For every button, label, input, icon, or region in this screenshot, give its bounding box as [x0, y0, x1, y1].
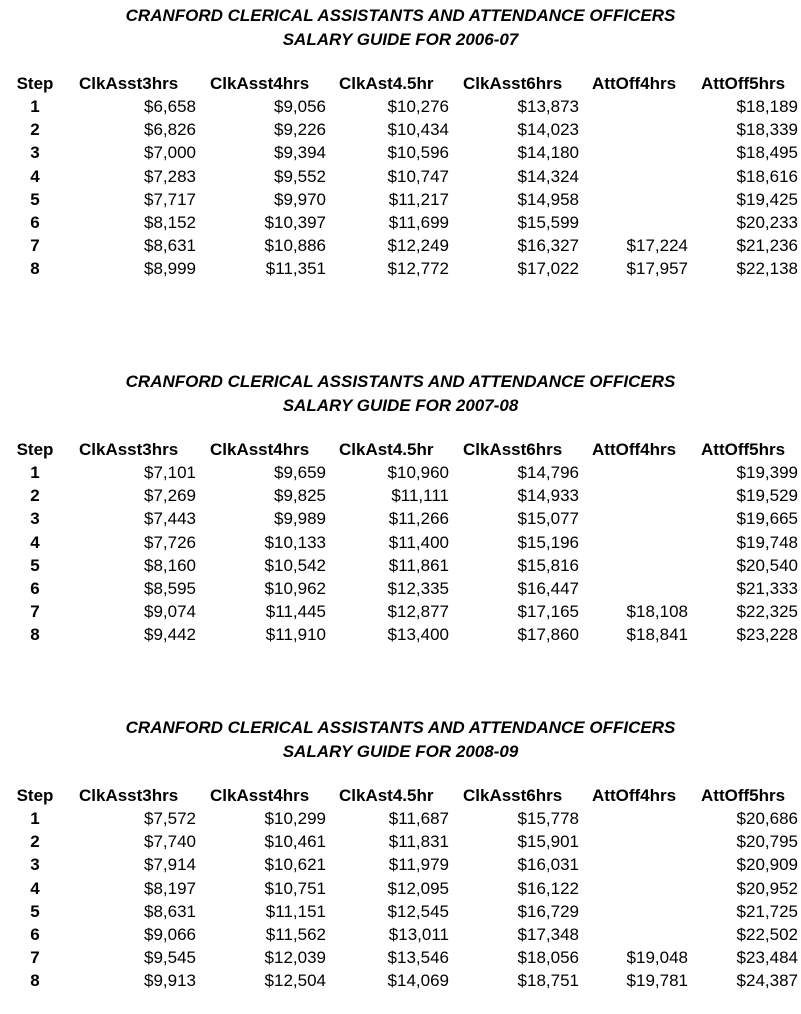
- cell-clkasst3hrs: $9,442: [144, 625, 196, 645]
- cell-step: 8: [30, 625, 40, 645]
- cell-clkast4-5hr: $12,249: [387, 236, 449, 256]
- cell-clkasst3hrs: $8,631: [144, 236, 196, 256]
- header-clkasst4hrs: ClkAsst4hrs: [210, 74, 310, 93]
- cell-clkasst4hrs: $10,397: [264, 213, 326, 232]
- guide-subtitle: SALARY GUIDE FOR 2006-07: [282, 30, 519, 49]
- cell-clkasst6hrs: $16,122: [517, 878, 579, 898]
- cell-step: 8: [30, 259, 40, 279]
- cell-step: 1: [30, 97, 40, 116]
- cell-step: 6: [30, 213, 40, 232]
- table-row: [0, 807, 801, 830]
- cell-clkast4-5hr: $14,069: [387, 971, 449, 991]
- cell-step: 2: [30, 832, 40, 852]
- table-row: [0, 484, 801, 507]
- cell-clkast4-5hr: $12,877: [387, 602, 449, 622]
- cell-clkasst4hrs: $10,751: [264, 878, 326, 898]
- cell-clkasst4hrs: $10,886: [264, 236, 326, 256]
- table-row: [0, 554, 801, 577]
- table-row: [0, 946, 801, 969]
- cell-step: 1: [30, 809, 40, 828]
- header-step: Step: [16, 786, 54, 805]
- cell-clkast4-5hr: $11,217: [388, 189, 449, 209]
- cell-clkasst4hrs: $11,562: [265, 925, 326, 944]
- cell-step: 7: [30, 602, 40, 622]
- header-attoff4hrs: AttOff4hrs: [592, 440, 677, 459]
- cell-clkasst6hrs: $15,901: [517, 832, 579, 852]
- cell-clkast4-5hr: $13,400: [387, 625, 449, 645]
- header-step: Step: [16, 440, 54, 459]
- cell-attoff5hrs: $19,529: [736, 486, 798, 506]
- cell-clkasst4hrs: $10,542: [264, 555, 326, 575]
- cell-attoff5hrs: $21,236: [736, 236, 798, 256]
- cell-clkasst4hrs: $9,970: [274, 189, 326, 209]
- table-row: [0, 830, 801, 853]
- cell-clkasst6hrs: $16,447: [517, 579, 579, 598]
- cell-attoff5hrs: $20,686: [736, 809, 798, 828]
- cell-clkast4-5hr: $10,596: [387, 143, 449, 163]
- cell-clkasst6hrs: $18,056: [517, 948, 579, 968]
- table-row: [0, 257, 801, 280]
- cell-clkasst3hrs: $7,443: [144, 509, 196, 529]
- cell-clkasst3hrs: $7,000: [144, 143, 196, 163]
- cell-clkasst3hrs: $9,913: [144, 971, 196, 991]
- cell-clkasst6hrs: $15,077: [517, 509, 579, 529]
- cell-clkast4-5hr: $11,687: [388, 809, 449, 828]
- cell-clkasst3hrs: $8,152: [144, 213, 196, 232]
- guide-subtitle: SALARY GUIDE FOR 2007-08: [282, 396, 519, 415]
- table-header: [0, 438, 801, 461]
- cell-clkast4-5hr: $11,979: [388, 855, 449, 875]
- table-row: [0, 165, 801, 188]
- cell-clkasst6hrs: $15,599: [517, 213, 579, 232]
- header-clkast4-5hr: ClkAst4.5hr: [339, 786, 434, 805]
- header-clkasst6hrs: ClkAsst6hrs: [463, 74, 563, 93]
- cell-clkasst6hrs: $15,816: [517, 555, 579, 575]
- cell-clkasst6hrs: $14,324: [517, 166, 579, 186]
- cell-attoff5hrs: $19,665: [736, 509, 798, 529]
- cell-clkast4-5hr: $12,545: [387, 901, 449, 921]
- cell-clkasst6hrs: $16,729: [517, 901, 579, 921]
- cell-clkast4-5hr: $11,861: [388, 555, 449, 575]
- header-attoff4hrs: AttOff4hrs: [592, 786, 677, 805]
- cell-clkasst6hrs: $15,196: [517, 532, 579, 552]
- cell-clkasst3hrs: $6,658: [144, 97, 196, 116]
- cell-clkasst4hrs: $9,552: [274, 166, 326, 186]
- table-row: [0, 877, 801, 900]
- cell-clkasst3hrs: $9,074: [144, 602, 196, 622]
- guide-title: CRANFORD CLERICAL ASSISTANTS AND ATTENDANCE OFFICERS: [125, 718, 676, 737]
- cell-attoff5hrs: $22,138: [736, 259, 798, 279]
- cell-clkast4-5hr: $11,831: [388, 832, 449, 852]
- cell-clkasst4hrs: $10,621: [264, 855, 326, 875]
- cell-clkasst6hrs: $14,180: [517, 143, 579, 163]
- cell-attoff5hrs: $20,233: [736, 213, 798, 232]
- guide-subtitle: SALARY GUIDE FOR 2008-09: [282, 742, 519, 761]
- cell-clkast4-5hr: $11,111: [391, 486, 449, 506]
- cell-attoff5hrs: $18,189: [736, 97, 798, 116]
- cell-clkasst4hrs: $9,659: [274, 463, 326, 482]
- cell-clkasst6hrs: $16,327: [517, 236, 579, 256]
- cell-attoff5hrs: $23,484: [736, 948, 798, 968]
- cell-clkasst4hrs: $9,394: [274, 143, 326, 163]
- header-step: Step: [16, 74, 54, 93]
- cell-clkast4-5hr: $10,434: [387, 120, 449, 140]
- cell-clkasst6hrs: $14,933: [517, 486, 579, 506]
- cell-step: 7: [30, 948, 40, 968]
- cell-clkasst4hrs: $12,039: [264, 948, 326, 968]
- cell-attoff5hrs: $22,325: [736, 602, 798, 622]
- header-attoff5hrs: AttOff5hrs: [701, 786, 786, 805]
- header-clkasst3hrs: ClkAsst3hrs: [79, 786, 179, 805]
- cell-attoff5hrs: $20,952: [736, 878, 798, 898]
- table-row: [0, 141, 801, 164]
- cell-step: 5: [30, 189, 40, 209]
- header-clkast4-5hr: ClkAst4.5hr: [339, 74, 434, 93]
- cell-clkasst3hrs: $8,999: [144, 259, 196, 279]
- cell-clkasst6hrs: $14,958: [517, 189, 579, 209]
- cell-clkasst3hrs: $7,726: [144, 532, 196, 552]
- cell-clkasst4hrs: $9,989: [274, 509, 326, 529]
- table-row: [0, 969, 801, 992]
- cell-clkasst6hrs: $17,348: [517, 925, 579, 944]
- cell-attoff4hrs: $19,048: [626, 948, 688, 968]
- cell-clkasst6hrs: $13,873: [517, 97, 579, 116]
- cell-clkasst3hrs: $7,101: [144, 463, 196, 482]
- cell-attoff5hrs: $21,725: [736, 901, 798, 921]
- cell-attoff5hrs: $18,339: [736, 120, 798, 140]
- header-clkasst6hrs: ClkAsst6hrs: [463, 786, 563, 805]
- cell-clkasst3hrs: $7,740: [144, 832, 196, 852]
- cell-step: 6: [30, 579, 40, 598]
- cell-clkasst3hrs: $9,545: [144, 948, 196, 968]
- cell-clkast4-5hr: $12,335: [387, 579, 449, 598]
- cell-attoff5hrs: $22,502: [736, 925, 798, 944]
- cell-clkasst6hrs: $14,796: [517, 463, 579, 482]
- cell-step: 7: [30, 236, 40, 256]
- cell-attoff5hrs: $24,387: [736, 971, 798, 991]
- cell-clkast4-5hr: $13,546: [387, 948, 449, 968]
- cell-clkasst3hrs: $7,717: [144, 189, 196, 209]
- cell-step: 5: [30, 555, 40, 575]
- table-row: [0, 211, 801, 234]
- cell-attoff5hrs: $18,616: [736, 166, 798, 186]
- cell-clkasst4hrs: $10,299: [264, 809, 326, 828]
- header-clkasst3hrs: ClkAsst3hrs: [79, 440, 179, 459]
- cell-attoff5hrs: $23,228: [736, 625, 798, 645]
- cell-clkasst3hrs: $6,826: [144, 120, 196, 140]
- cell-step: 3: [30, 855, 40, 875]
- cell-clkast4-5hr: $10,276: [387, 97, 449, 116]
- cell-attoff5hrs: $19,425: [736, 189, 798, 209]
- cell-clkasst6hrs: $15,778: [517, 809, 579, 828]
- header-clkasst3hrs: ClkAsst3hrs: [79, 74, 179, 93]
- header-clkasst6hrs: ClkAsst6hrs: [463, 440, 563, 459]
- cell-attoff5hrs: $20,909: [736, 855, 798, 875]
- cell-clkasst3hrs: $7,914: [144, 855, 196, 875]
- table-row: [0, 577, 801, 600]
- cell-clkasst4hrs: $9,056: [274, 97, 326, 116]
- cell-clkasst6hrs: $18,751: [517, 971, 579, 991]
- cell-clkasst3hrs: $8,595: [144, 579, 196, 598]
- cell-step: 3: [30, 143, 40, 163]
- cell-step: 4: [30, 166, 40, 186]
- table-row: [0, 234, 801, 257]
- cell-step: 2: [30, 486, 40, 506]
- cell-clkasst4hrs: $10,962: [264, 579, 326, 598]
- cell-clkasst6hrs: $17,022: [517, 259, 579, 279]
- cell-clkast4-5hr: $11,400: [388, 532, 449, 552]
- cell-clkasst6hrs: $16,031: [517, 855, 579, 875]
- cell-clkasst4hrs: $12,504: [264, 971, 326, 991]
- cell-attoff5hrs: $21,333: [736, 579, 798, 598]
- cell-step: 5: [30, 901, 40, 921]
- cell-clkast4-5hr: $12,772: [387, 259, 449, 279]
- table-row: [0, 900, 801, 923]
- cell-attoff5hrs: $19,748: [736, 532, 798, 552]
- cell-step: 1: [30, 463, 40, 482]
- table-header: [0, 72, 801, 95]
- header-attoff4hrs: AttOff4hrs: [592, 74, 677, 93]
- cell-clkasst3hrs: $7,572: [144, 809, 196, 828]
- table-row: [0, 853, 801, 876]
- table-row: [0, 95, 801, 118]
- cell-clkasst3hrs: $7,283: [144, 166, 196, 186]
- cell-attoff4hrs: $19,781: [626, 971, 688, 991]
- header-attoff5hrs: AttOff5hrs: [701, 74, 786, 93]
- guide-title: CRANFORD CLERICAL ASSISTANTS AND ATTENDANCE OFFICERS: [125, 372, 676, 391]
- cell-attoff5hrs: $19,399: [736, 463, 798, 482]
- header-clkasst4hrs: ClkAsst4hrs: [210, 786, 310, 805]
- cell-step: 6: [30, 925, 40, 944]
- cell-clkast4-5hr: $11,266: [388, 509, 449, 529]
- table-header: [0, 784, 801, 807]
- cell-attoff5hrs: $20,795: [736, 832, 798, 852]
- cell-clkasst3hrs: $8,631: [144, 901, 196, 921]
- cell-attoff4hrs: $18,841: [626, 625, 688, 645]
- table-row: [0, 600, 801, 623]
- table-row: [0, 923, 801, 946]
- cell-clkasst4hrs: $10,461: [264, 832, 326, 852]
- cell-clkasst4hrs: $11,445: [265, 602, 326, 622]
- cell-step: 4: [30, 532, 40, 552]
- cell-clkasst3hrs: $7,269: [144, 486, 196, 506]
- cell-clkasst6hrs: $14,023: [517, 120, 579, 140]
- cell-clkasst4hrs: $10,133: [264, 532, 326, 552]
- table-row: [0, 531, 801, 554]
- cell-clkasst4hrs: $9,226: [274, 120, 326, 140]
- table-row: [0, 461, 801, 484]
- table-row: [0, 118, 801, 141]
- cell-clkasst4hrs: $11,351: [265, 259, 326, 279]
- cell-clkast4-5hr: $12,095: [387, 878, 449, 898]
- guide-title: CRANFORD CLERICAL ASSISTANTS AND ATTENDANCE OFFICERS: [125, 6, 676, 25]
- cell-attoff5hrs: $20,540: [736, 555, 798, 575]
- cell-step: 2: [30, 120, 40, 140]
- cell-attoff5hrs: $18,495: [736, 143, 798, 163]
- header-clkasst4hrs: ClkAsst4hrs: [210, 440, 310, 459]
- cell-clkasst6hrs: $17,165: [517, 602, 579, 622]
- cell-clkast4-5hr: $11,699: [388, 213, 449, 232]
- cell-clkasst3hrs: $9,066: [144, 925, 196, 944]
- cell-step: 3: [30, 509, 40, 529]
- cell-clkast4-5hr: $13,011: [388, 925, 449, 944]
- header-clkast4-5hr: ClkAst4.5hr: [339, 440, 434, 459]
- cell-clkasst3hrs: $8,197: [144, 878, 196, 898]
- table-row: [0, 188, 801, 211]
- cell-attoff4hrs: $17,957: [626, 259, 688, 279]
- cell-clkasst6hrs: $17,860: [517, 625, 579, 645]
- cell-clkasst4hrs: $9,825: [274, 486, 326, 506]
- cell-step: 8: [30, 971, 40, 991]
- cell-clkasst3hrs: $8,160: [144, 555, 196, 575]
- cell-step: 4: [30, 878, 40, 898]
- cell-attoff4hrs: $18,108: [626, 602, 688, 622]
- header-attoff5hrs: AttOff5hrs: [701, 440, 786, 459]
- cell-clkasst4hrs: $11,910: [265, 625, 326, 645]
- cell-clkasst4hrs: $11,151: [265, 901, 326, 921]
- table-row: [0, 623, 801, 646]
- table-row: [0, 507, 801, 530]
- cell-clkast4-5hr: $10,960: [387, 463, 449, 482]
- cell-attoff4hrs: $17,224: [626, 236, 688, 256]
- cell-clkast4-5hr: $10,747: [387, 166, 449, 186]
